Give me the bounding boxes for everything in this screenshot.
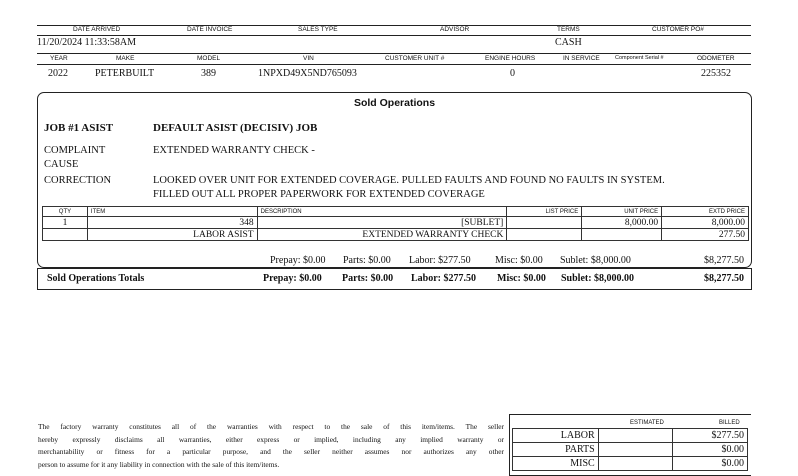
- items-table-header: [43, 207, 749, 217]
- label-advisor: ADVISOR: [440, 26, 470, 33]
- row-qty: 1: [43, 217, 88, 229]
- label-engine-hours: ENGINE HOURS: [485, 55, 536, 62]
- odometer-value: 225352: [701, 68, 731, 79]
- warranty-disclaimer: [38, 421, 504, 471]
- label-customer-unit: CUSTOMER UNIT #: [385, 55, 445, 62]
- complaint-label: COMPLAINT: [44, 145, 106, 156]
- header-row1-rule: [37, 35, 751, 36]
- summary-header-estimated: ESTIMATED: [630, 420, 664, 426]
- job-totals-labor: Labor: $277.50: [409, 255, 471, 266]
- header-row2-rule: [37, 64, 751, 65]
- job-totals-parts: Parts: $0.00: [343, 255, 391, 266]
- label-in-service: IN SERVICE: [563, 55, 600, 62]
- table-row: [513, 443, 748, 457]
- row-extd-price: 277.50: [662, 229, 749, 241]
- cause-label: CAUSE: [44, 159, 79, 170]
- col-unit-price: UNIT PRICE: [582, 207, 662, 217]
- summary-header-billed: BILLED: [719, 420, 740, 426]
- row-list-price: [507, 217, 582, 229]
- label-date-invoice: DATE INVOICE: [187, 26, 233, 33]
- table-row: [43, 229, 749, 241]
- summary-billed: $277.50: [673, 429, 748, 443]
- totals-total: $8,277.50: [704, 273, 744, 284]
- sold-operations-items-table: [42, 206, 749, 241]
- summary-label: MISC: [513, 457, 599, 471]
- label-vin: VIN: [303, 55, 314, 62]
- col-description: DESCRIPTION: [257, 207, 507, 217]
- label-odometer: ODOMETER: [697, 55, 735, 62]
- label-make: MAKE: [116, 55, 135, 62]
- label-date-arrived: DATE ARRIVED: [73, 26, 121, 33]
- table-row: [43, 217, 749, 229]
- summary-label: PARTS: [513, 443, 599, 457]
- job-totals-sublet: Sublet: $8,000.00: [560, 255, 631, 266]
- label-component-serial: Component Serial #: [615, 55, 664, 61]
- sold-operations-title: Sold Operations: [353, 97, 436, 109]
- date-arrived-value: 11/20/2024 11:33:58AM: [37, 37, 136, 48]
- row-list-price: [507, 229, 582, 241]
- correction-line-2: FILLED OUT ALL PROPER PAPERWORK FOR EXTENDED COVERAGE: [153, 189, 485, 200]
- header-row2-top-rule: [37, 53, 751, 54]
- summary-estimated: [598, 457, 673, 471]
- row-unit-price: 8,000.00: [582, 217, 662, 229]
- totals-sublet: Sublet: $8,000.00: [561, 273, 635, 284]
- row-unit-price: [582, 229, 662, 241]
- engine-hours-value: 0: [510, 68, 515, 79]
- correction-line-1: LOOKED OVER UNIT FOR EXTENDED COVERAGE. PULLED FAULTS AND FOUND NO FAULTS IN SYSTEM.: [153, 175, 665, 186]
- header-top-rule: [37, 25, 751, 26]
- warranty-line-2: hereby expressly disclaims all warranties, either express or implied, including any implied warranty or: [38, 434, 504, 444]
- summary-billed: $0.00: [673, 457, 748, 471]
- job-totals-prepay: Prepay: $0.00: [270, 255, 326, 266]
- summary-billed: $0.00: [673, 443, 748, 457]
- job-title: DEFAULT ASIST (DECISIV) JOB: [153, 122, 318, 134]
- table-row: [513, 429, 748, 443]
- row-item: 348: [87, 217, 257, 229]
- row-item: LABOR ASIST: [87, 229, 257, 241]
- label-sales-type: SALES TYPE: [298, 26, 338, 33]
- row-extd-price: 8,000.00: [662, 217, 749, 229]
- year-value: 2022: [48, 68, 68, 79]
- job-totals-misc: Misc: $0.00: [495, 255, 543, 266]
- totals-misc: Misc: $0.00: [497, 273, 546, 284]
- summary-table: [512, 428, 748, 471]
- terms-value: CASH: [555, 37, 582, 48]
- label-customer-po: CUSTOMER PO#: [652, 26, 704, 33]
- totals-labor: Labor: $277.50: [411, 273, 476, 284]
- label-model: MODEL: [197, 55, 221, 62]
- table-row: [513, 457, 748, 471]
- col-qty: QTY: [43, 207, 88, 217]
- summary-estimated: [598, 443, 673, 457]
- warranty-line-4: person to assume for it any liability in connection with the sale of this item/items.: [38, 459, 280, 469]
- label-terms: TERMS: [557, 26, 580, 33]
- job-label: JOB #1 ASIST: [44, 122, 114, 134]
- correction-label: CORRECTION: [44, 175, 112, 186]
- row-description: EXTENDED WARRANTY CHECK: [257, 229, 507, 241]
- totals-parts: Parts: $0.00: [342, 273, 394, 284]
- summary-estimated: [598, 429, 673, 443]
- complaint-text: EXTENDED WARRANTY CHECK -: [153, 145, 315, 156]
- warranty-line-3: merchantability or fitness for a particular purpose, and the seller neither assumes nor authorizes any other: [38, 447, 504, 456]
- totals-prepay: Prepay: $0.00: [263, 273, 322, 284]
- sold-operations-totals-label: Sold Operations Totals: [47, 273, 145, 284]
- col-list-price: LIST PRICE: [507, 207, 582, 217]
- row-qty: [43, 229, 88, 241]
- col-item: ITEM: [87, 207, 257, 217]
- label-year: YEAR: [50, 55, 68, 62]
- summary-label: LABOR: [513, 429, 599, 443]
- col-extd-price: EXTD PRICE: [662, 207, 749, 217]
- vin-value: 1NPXD49X5ND765093: [258, 68, 357, 79]
- model-value: 389: [201, 68, 216, 79]
- job-totals-total: $8,277.50: [704, 255, 744, 266]
- make-value: PETERBUILT: [95, 68, 155, 79]
- row-description: [SUBLET]: [257, 217, 507, 229]
- warranty-line-1: The factory warranty constitutes all of the warranties with respect to the sale of this item/items. The seller: [38, 422, 504, 431]
